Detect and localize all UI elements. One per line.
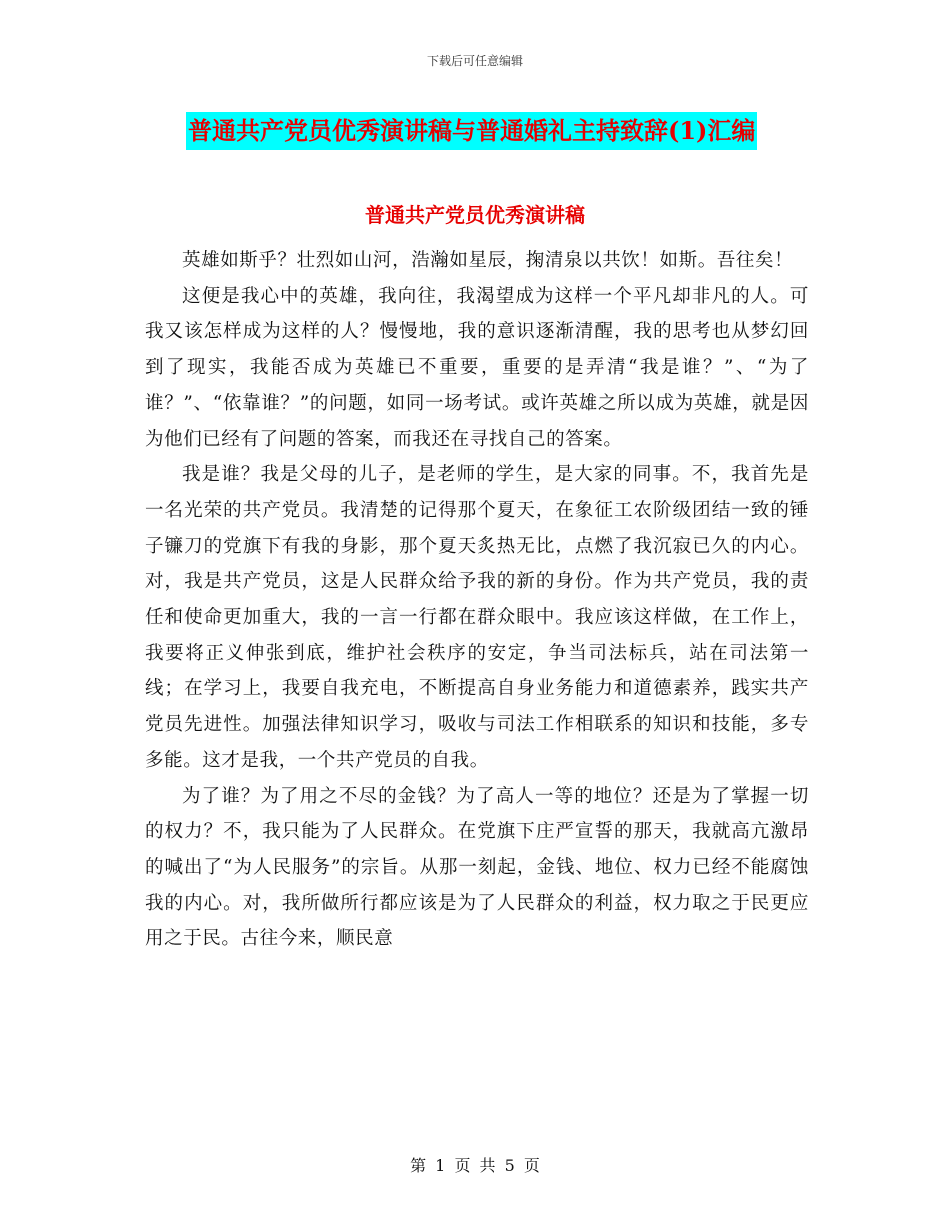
paragraph: 我是谁？我是父母的儿子，是老师的学生，是大家的同事。不，我首先是一名光荣的共产党员。我清楚的记得那个夏天，在象征工农阶级团结一致的锤子镰刀的党旗下有我的身影，那个夏天炙热无比，点燃了我沉寂已久的内心。对，我是共产党员，这是人民群众给予我的新的身份。作为共产党员，我的责任和使命更加重大，我的一言一行都在群众眼中。我应该这样做，在工作上，我要将正义伸张到底，维护社会秩序的安定，争当司法标兵，站在司法第一线；在学习上，我要自我充电，不断提高自身业务能力和道德素养，践实共产党员先进性。加强法律知识学习，吸收与司法工作相联系的知识和技能，多专多能。这才是我，一个共产党员的自我。: [145, 464, 809, 771]
section-title: 普通共产党员优秀演讲稿: [365, 203, 585, 227]
body-text: [145, 243, 809, 957]
page-footer-indicator: 第 1 页 共 5 页: [410, 1156, 540, 1175]
page-header-note: 下载后可任意编辑: [426, 54, 523, 68]
paragraph: 为了谁？为了用之不尽的金钱？为了高人一等的地位？还是为了掌握一切的权力？不，我只能为了人民群众。在党旗下庄严宣誓的那天，我就高亢激昂的喊出了“为人民服务”的宗旨。从那一刻起，金钱、地位、权力已经不能腐蚀我的内心。对，我所做所行都应该是为了人民群众的利益，权力取之于民更应用之于民。古往今来，顺民意: [145, 785, 809, 950]
document-title: 普通共产党员优秀演讲稿与普通婚礼主持致辞(1)汇编: [186, 112, 757, 150]
paragraph: 这便是我心中的英雄，我向往，我渴望成为这样一个平凡却非凡的人。可我又该怎样成为这样的人？慢慢地，我的意识逐渐清醒，我的思考也从梦幻回到了现实，我能否成为英雄已不重要，重要的是弄清“我是谁？”、“为了谁？”、“依靠谁？”的问题，如同一场考试。或许英雄之所以成为英雄，就是因为他们已经有了问题的答案，而我还在寻找自己的答案。: [145, 285, 809, 450]
paragraph: 英雄如斯乎？壮烈如山河，浩瀚如星辰，掬清泉以共饮！如斯。吾往矣！: [182, 250, 794, 271]
